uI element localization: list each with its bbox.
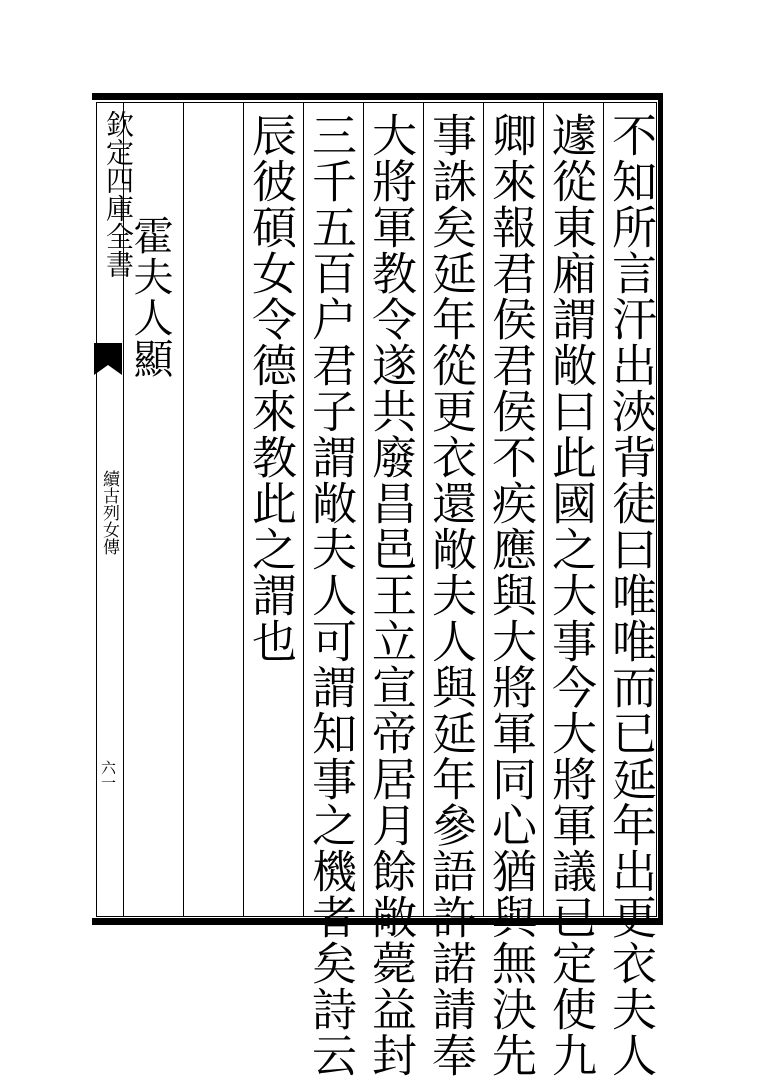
margin-left-rule <box>96 102 97 917</box>
text-column-1: 不知所言汗出浹背徒曰唯唯而已延年出更衣夫人 <box>604 112 657 1078</box>
fish-tail-notch <box>94 365 122 375</box>
section-title: 續古列女傳 <box>99 470 119 555</box>
section-heading: 霍夫人顯 <box>127 215 173 379</box>
text-column-3: 卿來報君侯君侯不疾應與大將軍同心猶與無決先 <box>484 112 537 1078</box>
text-column-4: 事誅矣延年從更衣還敞夫人與延年參語許諾請奉 <box>424 112 477 1078</box>
text-column-5: 大將軍教令遂共廢昌邑王立宣帝居月餘敞薨益封 <box>364 112 417 1078</box>
book-title: 欽定四庫全書 <box>102 110 135 278</box>
text-column-7: 辰彼碩女令德來教此之謂也 <box>244 112 297 664</box>
text-column-6: 三千五百户君子謂敞夫人可謂知事之機者矣詩云 <box>304 112 357 1078</box>
text-column-2: 遽從東廂謂敞曰此國之大事今大將軍議已定使九 <box>544 112 597 1078</box>
column-rule <box>183 102 184 917</box>
fish-tail-mark <box>94 343 122 365</box>
page-number: 六一 <box>99 760 117 790</box>
